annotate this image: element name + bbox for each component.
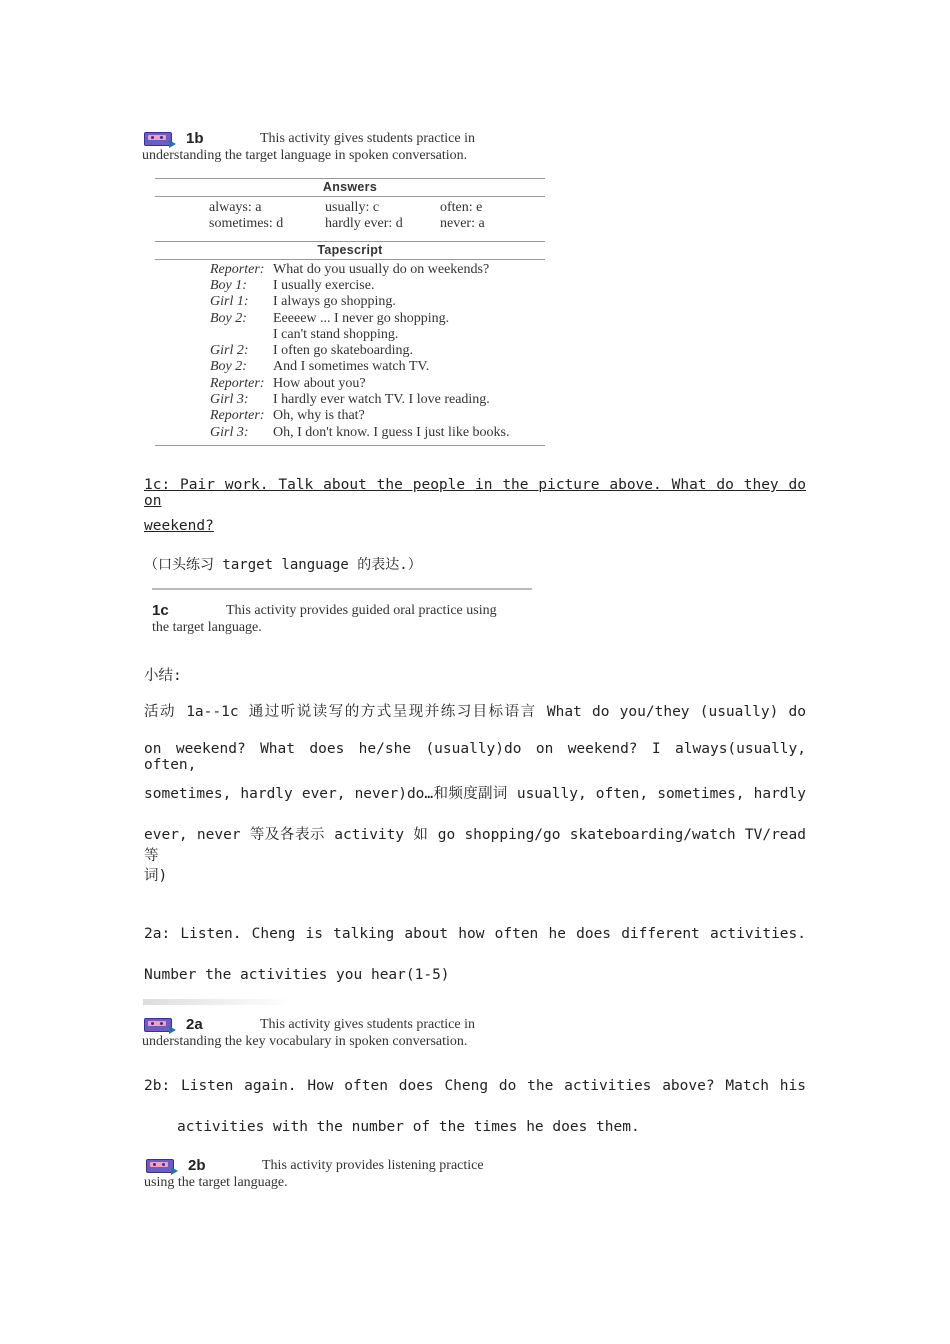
divider: [155, 178, 545, 179]
note-text: This activity provides guided oral practice using: [226, 602, 497, 618]
answer-item: always: a: [209, 200, 262, 215]
cassette-icon: [144, 1016, 176, 1032]
divider: [155, 445, 545, 446]
note-number: 2a: [186, 1015, 203, 1033]
tapescript-line: Girl 2: I often go skateboarding.: [210, 343, 413, 358]
note-2a: [144, 1015, 475, 1050]
summary-line: on weekend? What does he/she (usually)do on weekend? I always(usually, often,: [144, 741, 806, 773]
instruction-1c-cont: weekend?: [144, 518, 214, 534]
summary-line: 词): [144, 868, 168, 884]
note-number: 1c: [152, 601, 169, 619]
instruction-2b-cont: activities with the number of the times he does them.: [177, 1119, 640, 1135]
divider: [155, 196, 545, 197]
answers-title: Answers: [322, 180, 378, 194]
tapescript-line: Girl 3: I hardly ever watch TV. I love reading.: [210, 392, 490, 407]
note-text: This activity provides listening practice: [262, 1157, 484, 1173]
instruction-2a-cont: Number the activities you hear(1-5): [144, 967, 450, 983]
tapescript-line: Reporter: How about you?: [210, 376, 366, 391]
answer-item: sometimes: d: [209, 216, 284, 231]
answer-item: never: a: [440, 216, 485, 231]
summary-heading: 小结:: [144, 668, 182, 684]
note-1c: [152, 601, 497, 636]
note-text: This activity gives students practice in: [260, 1016, 476, 1032]
note-1b: [144, 129, 475, 164]
instruction-1c: 1c: Pair work. Talk about the people in the picture above. What do they do on: [144, 477, 806, 509]
tapescript-line: Reporter: What do you usually do on weekends?: [210, 262, 490, 277]
summary-line: sometimes, hardly ever, never)do…和频度副词 usually, often, sometimes, hardly: [144, 786, 806, 802]
divider: [152, 588, 532, 590]
tapescript-line: Boy 2: Eeeeew ... I never go shopping.: [210, 311, 450, 326]
answer-item: often: e: [440, 200, 483, 215]
divider: [143, 999, 293, 1005]
instruction-2a: 2a: Listen. Cheng is talking about how often he does different activities.: [144, 926, 806, 942]
instruction-2b: 2b: Listen again. How often does Cheng do the activities above? Match his: [144, 1078, 806, 1094]
tapescript-line: Reporter: Oh, why is that?: [210, 408, 365, 423]
note-number: 2b: [188, 1156, 206, 1174]
answer-item: usually: c: [325, 200, 380, 215]
note-text: the target language.: [152, 620, 262, 635]
tapescript-line: Boy 1: I usually exercise.: [210, 278, 375, 293]
divider: [155, 259, 545, 260]
note-2b: [146, 1156, 484, 1191]
note-text: using the target language.: [144, 1175, 288, 1190]
tapescript-title: Tapescript: [317, 243, 383, 257]
divider: [155, 241, 545, 242]
summary-line: 活动 1a--1c 通过听说读写的方式呈现并练习目标语言 What do you/they (usually) do: [144, 704, 806, 720]
tapescript-line: Boy 2: And I sometimes watch TV.: [210, 359, 430, 374]
tapescript-line: I can't stand shopping.: [273, 327, 399, 342]
instruction-1c-note: （口头练习 target language 的表达.）: [144, 557, 422, 573]
note-number: 1b: [186, 129, 204, 147]
tapescript-line: Girl 3: Oh, I don't know. I guess I just like books.: [210, 425, 510, 440]
note-text: This activity gives students practice in: [260, 130, 476, 146]
note-text: understanding the target language in spoken conversation.: [142, 148, 468, 163]
cassette-icon: [144, 130, 176, 146]
summary-line: ever, never 等及各表示 activity 如 go shopping/go skateboarding/watch TV/read 等: [144, 827, 806, 864]
cassette-icon: [146, 1157, 178, 1173]
answer-item: hardly ever: d: [325, 216, 403, 231]
tapescript-line: Girl 1: I always go shopping.: [210, 294, 396, 309]
note-text: understanding the key vocabulary in spoken conversation.: [142, 1034, 468, 1049]
